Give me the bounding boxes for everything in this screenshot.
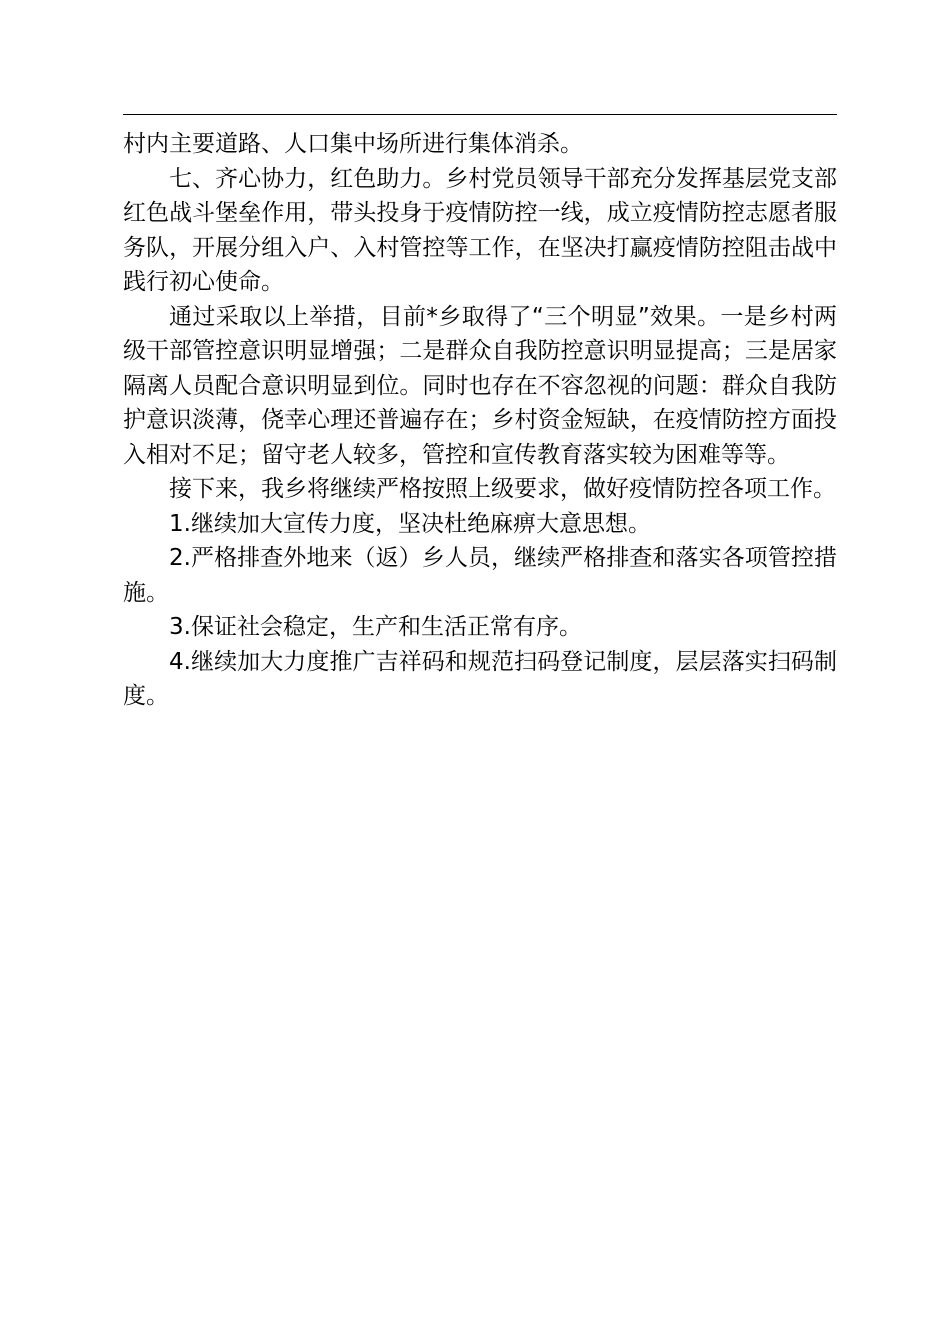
paragraph-4: 接下来，我乡将继续严格按照上级要求，做好疫情防控各项工作。 xyxy=(169,476,836,502)
document-body xyxy=(123,127,837,714)
list-item-2: 2.严格排查外地来（返）乡人员，继续严格排查和落实各项管控措施。 xyxy=(123,545,837,606)
paragraph-3: 通过采取以上举措，目前*乡取得了“三个明显”效果。一是乡村两级干部管控意识明显增强；二是群众自我防控意识明显提高；三是居家隔离人员配合意识明显到位。同时也存在不容忽视的问题：群众自我防护意识淡薄，侥幸心理还普遍存在；乡村资金短缺，在疫情防控方面投入相对不足；留守老人较多，管控和宣传教育落实较为困难等等。 xyxy=(123,303,837,468)
paragraph-1: 村内主要道路、人口集中场所进行集体消杀。 xyxy=(123,131,583,157)
header-rule xyxy=(123,114,837,115)
paragraph-2: 七、齐心协力，红色助力。乡村党员领导干部充分发挥基层党支部红色战斗堡垒作用，带头投身于疫情防控一线，成立疫情防控志愿者服务队，开展分组入户、入村管控等工作，在坚决打赢疫情防控阻击战中践行初心使命。 xyxy=(123,165,837,295)
list-item-1: 1.继续加大宣传力度，坚决杜绝麻痹大意思想。 xyxy=(169,510,651,537)
list-item-3: 3.保证社会稳定，生产和生活正常有序。 xyxy=(169,614,582,640)
list-item-4: 4.继续加大力度推广吉祥码和规范扫码登记制度，层层落实扫码制度。 xyxy=(123,648,837,709)
